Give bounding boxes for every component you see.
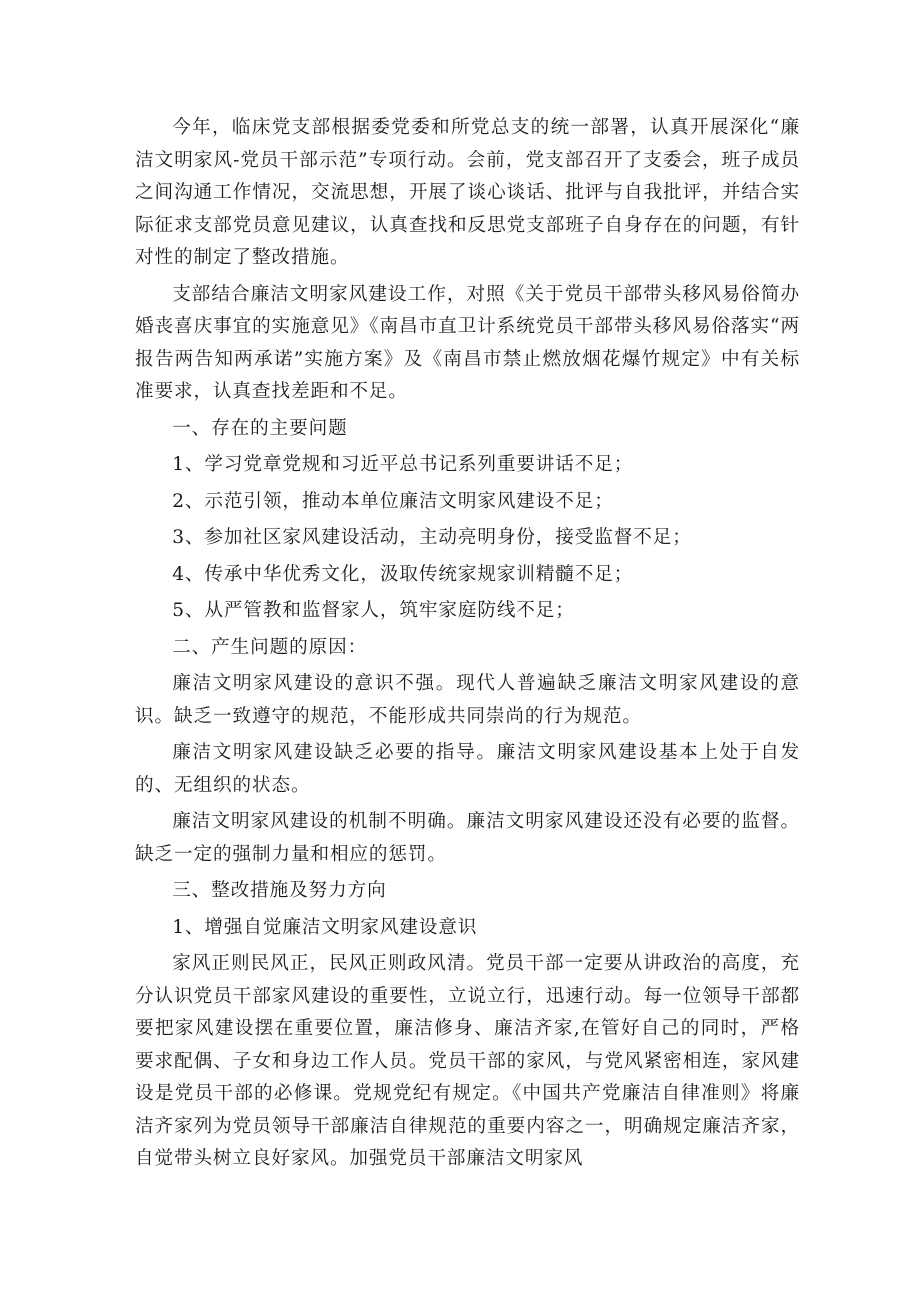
- paragraph-intro: 今年，临床党支部根据委党委和所党总支的统一部署，认真开展深化“廉洁文明家风-党员干部示范”专项行动。会前，党支部召开了支委会，班子成员之间沟通工作情况，交流思想，开展了谈心谈话、批评与自我批评，并结合实际征求支部党员意见建议，认真查找和反思党支部班子自身存在的问题，有针对性的制定了整改措施。: [135, 117, 800, 268]
- paragraph-cause-mechanism: 廉洁文明家风建设的机制不明确。廉洁文明家风建设还没有必要的监督。缺乏一定的强制力量和相应的惩罚。: [135, 811, 800, 865]
- paragraph-cause-awareness: 廉洁文明家风建设的意识不强。现代人普遍缺乏廉洁文明家风建设的意识。缺乏一致遵守的规范，不能形成共同崇尚的行为规范。: [135, 673, 800, 727]
- heading-main-problems: 一、存在的主要问题: [172, 417, 348, 439]
- list-item-problem-3: 3、参加社区家风建设活动，主动亮明身份，接受监督不足；: [172, 527, 692, 548]
- heading-causes: 二、产生问题的原因：: [172, 636, 368, 658]
- list-item-problem-2: 2、示范引领，推动本单位廉洁文明家风建设不足；: [172, 490, 614, 512]
- paragraph-standards: 支部结合廉洁文明家风建设工作，对照《关于党员干部带头移风易俗简办婚丧喜庆事宜的实施意见》《南昌市直卫计系统党员干部带头移风易俗落实“两报告两告知两承诺”实施方案》及《南昌市禁止燃放烟花爆竹规定》中有关标准要求，认真查找差距和不足。: [135, 283, 800, 402]
- paragraph-cause-guidance: 廉洁文明家风建设缺乏必要的指导。廉洁文明家风建设基本上处于自发的、无组织的状态。: [135, 742, 800, 796]
- subheading-measure-1: 1、增强自觉廉洁文明家风建设意识: [172, 916, 478, 938]
- list-item-problem-4: 4、传承中华优秀文化，汲取传统家规家训精髓不足；: [172, 563, 634, 585]
- heading-measures: 三、整改措施及努力方向: [172, 880, 387, 901]
- paragraph-measure-1-body: 家风正则民风正，民风正则政风清。党员干部一定要从讲政治的高度，充分认识党员干部家风建设的重要性，立说立行，迅速行动。每一位领导干部都要把家风建设摆在重要位置，廉洁修身、廉洁齐家,在管好自己的同时，严格要求配偶、子女和身边工作人员。党员干部的家风，与党风紧密相连，家风建设是党员干部的必修课。党规党纪有规定。《中国共产党廉洁自律准则》将廉洁齐家列为党员领导干部廉洁自律规范的重要内容之一，明确规定廉洁齐家，自觉带头树立良好家风。加强党员干部廉洁文明家风: [135, 953, 800, 1169]
- list-item-problem-1: 1、学习党章党规和习近平总书记系列重要讲话不足；: [172, 454, 634, 475]
- list-item-problem-5: 5、从严管教和监督家人，筑牢家庭防线不足；: [172, 600, 575, 621]
- document-body: [135, 112, 800, 1176]
